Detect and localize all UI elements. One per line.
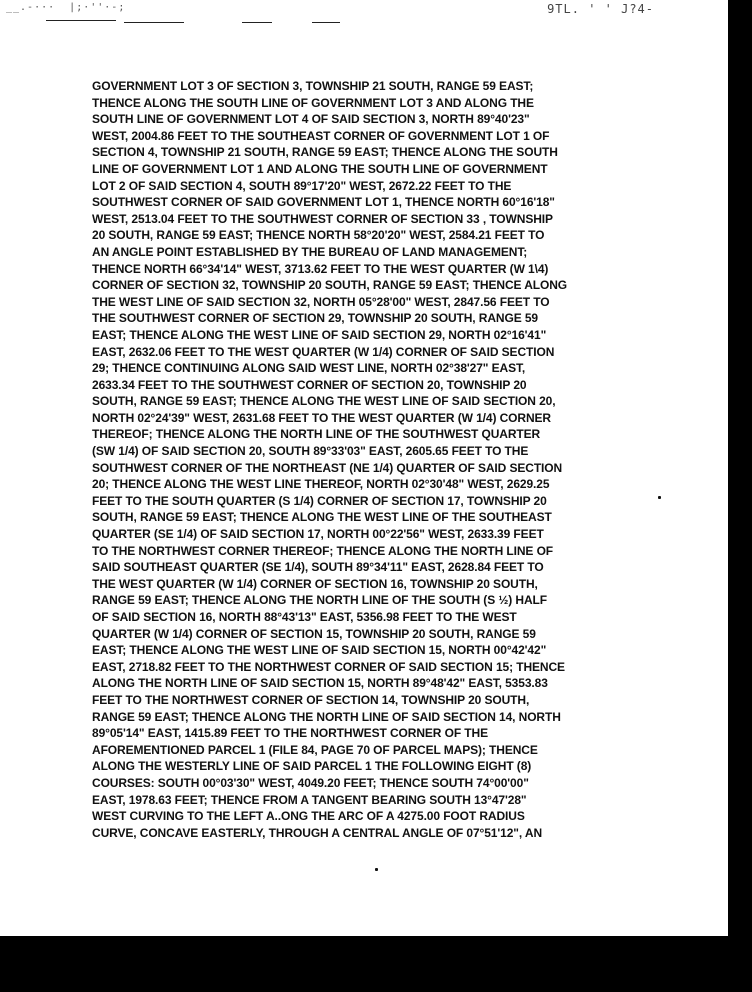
text-line: THENCE ALONG THE SOUTH LINE OF GOVERNMENT LOT 3 AND ALONG THE (92, 95, 534, 110)
text-line: 20; THENCE ALONG THE WEST LINE THEREOF, NORTH 02°30'48" WEST, 2629.25 (92, 477, 550, 492)
text-line: SECTION 4, TOWNSHIP 21 SOUTH, RANGE 59 EAST; THENCE ALONG THE SOUTH (92, 145, 558, 160)
text-line: AN ANGLE POINT ESTABLISHED BY THE BUREAU OF LAND MANAGEMENT; (92, 244, 528, 259)
text-line: FEET TO THE NORTHWEST CORNER OF SECTION 14, TOWNSHIP 20 SOUTH, (92, 692, 530, 707)
text-line: EAST, 2718.82 FEET TO THE NORTHWEST CORNER OF SAID SECTION 15; THENCE (92, 659, 565, 674)
text-line: THE WEST LINE OF SAID SECTION 32, NORTH 05°28'00" WEST, 2847.56 FEET TO (92, 294, 550, 309)
text-line: THE SOUTHWEST CORNER OF SECTION 29, TOWNSHIP 20 SOUTH, RANGE 59 (92, 311, 538, 326)
text-line: OF SAID SECTION 16, NORTH 88°43'13" EAST, 5356.98 FEET TO THE WEST (92, 610, 517, 624)
scan-header-mark-left: __.-··· |;·''·-; (6, 2, 126, 13)
text-line: 89°05'14" EAST, 1415.89 FEET TO THE NORTHWEST CORNER OF THE (92, 726, 488, 741)
scan-header-rule (46, 20, 116, 21)
text-line: EAST; THENCE ALONG THE WEST LINE OF SAID SECTION 15, NORTH 00°42'42" (92, 643, 547, 658)
scan-speck (658, 496, 661, 499)
text-line: SOUTHWEST CORNER OF SAID GOVERNMENT LOT 1, THENCE NORTH 60°16'18" (92, 195, 555, 210)
text-line: LOT 2 OF SAID SECTION 4, SOUTH 89°17'20" WEST, 2672.22 FEET TO THE (92, 178, 512, 193)
text-line: (SW 1/4) OF SAID SECTION 20, SOUTH 89°33'03" EAST, 2605.65 FEET TO THE (92, 444, 529, 459)
text-line: SOUTH, RANGE 59 EAST; THENCE ALONG THE WEST LINE OF SAID SECTION 20, (92, 394, 556, 409)
text-line: THE WEST QUARTER (W 1/4) CORNER OF SECTION 16, TOWNSHIP 20 SOUTH, (92, 576, 538, 591)
text-line: SAID SOUTHEAST QUARTER (SE 1/4), SOUTH 89°34'11" EAST, 2628.84 FEET TO (92, 560, 544, 575)
scan-header-rule (312, 22, 340, 23)
scan-header-rule (124, 22, 184, 23)
text-line: 20 SOUTH, RANGE 59 EAST; THENCE NORTH 58°20'20" WEST, 2584.21 FEET TO (92, 228, 545, 243)
text-line: CORNER OF SECTION 32, TOWNSHIP 20 SOUTH, RANGE 59 EAST; THENCE ALONG (92, 278, 568, 293)
text-line: TO THE NORTHWEST CORNER THEREOF; THENCE ALONG THE NORTH LINE OF (92, 543, 554, 558)
text-line: AFOREMENTIONED PARCEL 1 (FILE 84, PAGE 70 OF PARCEL MAPS); THENCE (92, 742, 538, 757)
text-line: EAST, 2632.06 FEET TO THE WEST QUARTER (W 1/4) CORNER OF SAID SECTION (92, 344, 555, 359)
text-line: RANGE 59 EAST; THENCE ALONG THE NORTH LINE OF THE SOUTH (S ½) HALF (92, 593, 547, 608)
text-line: LINE OF GOVERNMENT LOT 1 AND ALONG THE SOUTH LINE OF GOVERNMENT (92, 161, 548, 176)
text-line: QUARTER (SE 1/4) OF SAID SECTION 17, NORTH 00°22'56" WEST, 2633.39 FEET (92, 527, 544, 542)
text-line: SOUTH LINE OF GOVERNMENT LOT 4 OF SAID SECTION 3, NORTH 89°40'23" (92, 112, 530, 127)
text-line: EAST; THENCE ALONG THE WEST LINE OF SAID SECTION 29, NORTH 02°16'41" (92, 327, 547, 342)
text-line: WEST, 2513.04 FEET TO THE SOUTHWEST CORNER OF SECTION 33 , TOWNSHIP (92, 211, 553, 226)
text-line: RANGE 59 EAST; THENCE ALONG THE NORTH LINE OF SAID SECTION 14, NORTH (92, 709, 561, 724)
text-line: SOUTH, RANGE 59 EAST; THENCE ALONG THE WEST LINE OF THE SOUTHEAST (92, 510, 552, 525)
text-line: SOUTHWEST CORNER OF THE NORTHEAST (NE 1/4) QUARTER OF SAID SECTION (92, 460, 563, 475)
scan-border-bottom (0, 936, 752, 992)
text-line: CURVE, CONCAVE EASTERLY, THROUGH A CENTRAL ANGLE OF 07°51'12", AN (92, 825, 543, 840)
scan-header-rule (242, 22, 272, 23)
text-line: THENCE NORTH 66°34'14" WEST, 3713.62 FEET TO THE WEST QUARTER (W 1\4) (92, 261, 549, 276)
legal-description-text (92, 78, 652, 841)
text-line: WEST CURVING TO THE LEFT A..ONG THE ARC OF A 4275.00 FOOT RADIUS (92, 809, 525, 824)
text-line: FEET TO THE SOUTH QUARTER (S 1/4) CORNER OF SECTION 17, TOWNSHIP 20 (92, 493, 547, 508)
text-line: THEREOF; THENCE ALONG THE NORTH LINE OF THE SOUTHWEST QUARTER (92, 427, 541, 442)
text-line: EAST, 1978.63 FEET; THENCE FROM A TANGENT BEARING SOUTH 13°47'28" (92, 792, 527, 807)
text-line: QUARTER (W 1/4) CORNER OF SECTION 15, TOWNSHIP 20 SOUTH, RANGE 59 (92, 626, 536, 641)
text-line: ALONG THE NORTH LINE OF SAID SECTION 15, NORTH 89°48'42" EAST, 5353.83 (92, 676, 548, 691)
text-line: ALONG THE WESTERLY LINE OF SAID PARCEL 1 THE FOLLOWING EIGHT (8) (92, 759, 532, 774)
text-line: NORTH 02°24'39" WEST, 2631.68 FEET TO THE WEST QUARTER (W 1/4) CORNER (92, 410, 551, 425)
text-line: WEST, 2004.86 FEET TO THE SOUTHEAST CORNER OF GOVERNMENT LOT 1 OF (92, 128, 550, 143)
text-line: 2633.34 FEET TO THE SOUTHWEST CORNER OF SECTION 20, TOWNSHIP 20 (92, 377, 527, 392)
text-line: GOVERNMENT LOT 3 OF SECTION 3, TOWNSHIP 21 SOUTH, RANGE 59 EAST; (92, 79, 534, 93)
scan-speck (375, 868, 378, 871)
text-line: 29; THENCE CONTINUING ALONG SAID WEST LINE, NORTH 02°38'27" EAST, (92, 361, 526, 376)
scan-header-mark-right: 9TL. ' ' J?4- (547, 2, 654, 16)
scan-border-right (728, 0, 752, 992)
text-line: COURSES: SOUTH 00°03'30" WEST, 4049.20 FEET; THENCE SOUTH 74°00'00" (92, 775, 529, 790)
